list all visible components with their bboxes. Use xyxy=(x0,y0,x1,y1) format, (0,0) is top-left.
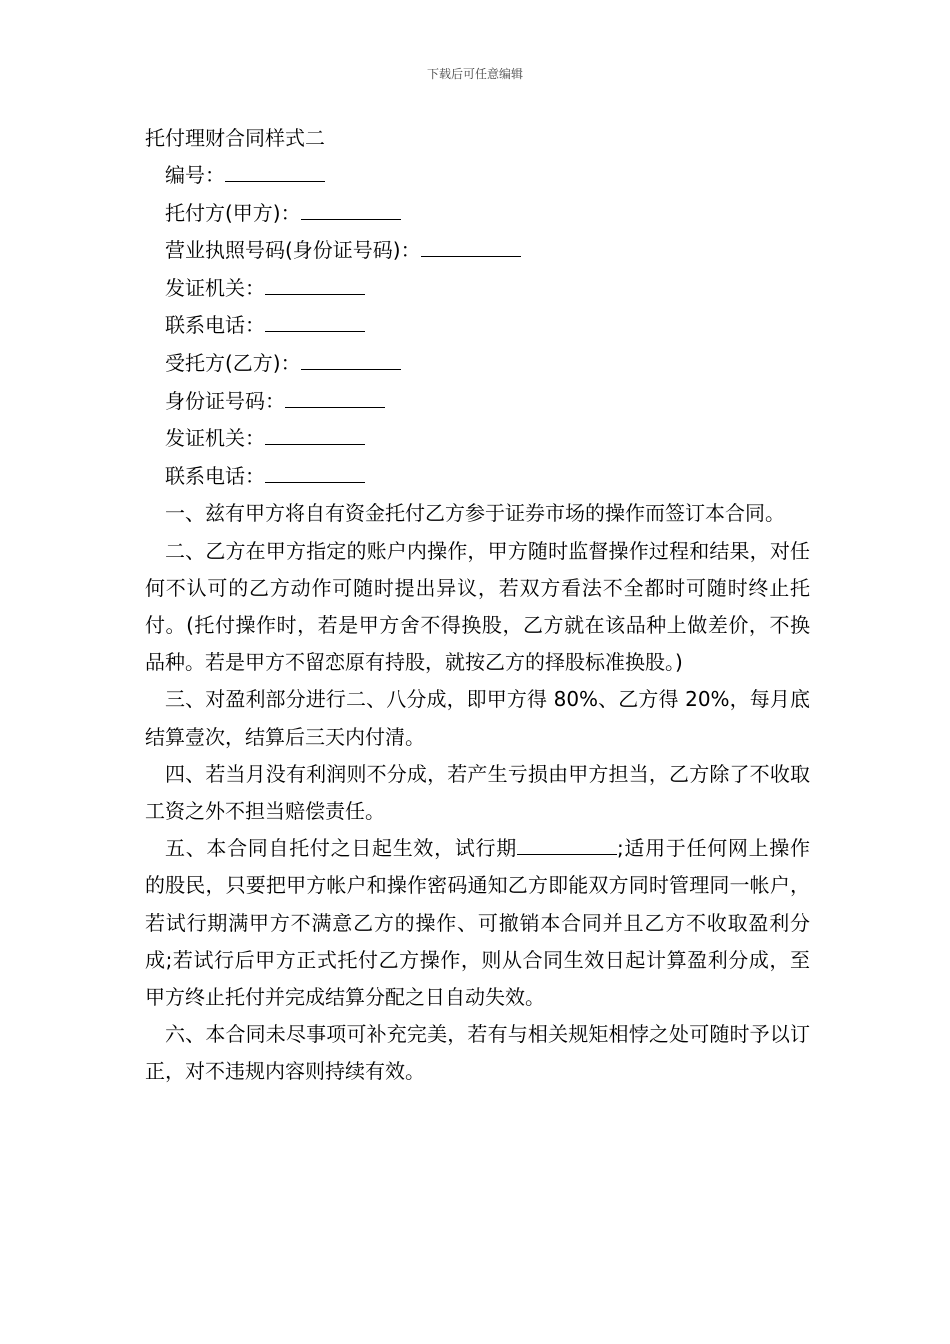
field-label: 身份证号码： xyxy=(165,388,285,413)
clause-6: 六、本合同未尽事项可补充完美，若有与相关规矩相悖之处可随时予以订正，对不违规内容则持续有效。 xyxy=(145,1022,810,1084)
field-business-license xyxy=(145,232,810,270)
document-title: 托付理财合同样式二 xyxy=(145,126,325,150)
clause-1: 一、兹有甲方将自有资金托付乙方参于证券市场的操作而签订本合同。 xyxy=(165,501,785,526)
field-contract-number xyxy=(145,157,810,195)
blank-line xyxy=(301,199,401,220)
field-label: 托付方(甲方)： xyxy=(165,200,301,225)
field-phone-a xyxy=(145,307,810,345)
page-header-note: 下载后可任意编辑 xyxy=(426,67,523,81)
field-issuing-authority-a xyxy=(145,270,810,308)
clause-5-text-after: ;适用于任何网上操作的股民，只要把甲方帐户和操作密码通知乙方即能双方同时管理同一帐户，若试行期满甲方不满意乙方的操作、可撤销本合同并且乙方不收取盈利分成;若试行后甲方正式托付乙方操作，则从合同生效日起计算盈利分成，至甲方终止托付并完成结算分配之日自动失效。 xyxy=(145,836,810,1009)
field-label: 发证机关： xyxy=(165,275,265,300)
field-party-a xyxy=(145,195,810,233)
clause-4: 四、若当月没有利润则不分成，若产生亏损由甲方担当，乙方除了不收取工资之外不担当赔偿责任。 xyxy=(145,761,810,823)
blank-line xyxy=(421,236,521,257)
contract-document xyxy=(145,120,810,1091)
field-label: 联系电话： xyxy=(165,313,265,338)
field-label: 编号： xyxy=(165,163,225,187)
blank-line xyxy=(285,387,385,408)
blank-line xyxy=(265,274,365,295)
field-label: 发证机关： xyxy=(165,426,265,451)
field-id-number xyxy=(145,383,810,421)
clause-2: 二、乙方在甲方指定的账户内操作，甲方随时监督操作过程和结果，对任何不认可的乙方动作可随时提出异议，若双方看法不全都时可随时终止托付。(托付操作时，若是甲方舍不得换股，乙方就在该品种上做差价，不换品种。若是甲方不留恋原有持股，就按乙方的择股标准换股。) xyxy=(145,538,810,675)
blank-line xyxy=(265,311,365,332)
blank-line-trial-period xyxy=(517,834,617,855)
party-fields xyxy=(145,157,810,495)
blank-line xyxy=(265,462,365,483)
field-phone-b xyxy=(145,458,810,496)
field-label: 联系电话： xyxy=(165,463,265,488)
clause-5 xyxy=(145,830,810,1016)
clause-5-text-before: 五、本合同自托付之日起生效，试行期 xyxy=(165,836,517,861)
blank-line xyxy=(225,161,325,182)
field-label: 受托方(乙方)： xyxy=(165,350,301,375)
field-label: 营业执照号码(身份证号码)： xyxy=(165,238,421,263)
field-issuing-authority-b xyxy=(145,420,810,458)
clause-3: 三、对盈利部分进行二、八分成，即甲方得 80%、乙方得 20%，每月底结算壹次，结算后三天内付清。 xyxy=(145,687,810,749)
contract-clauses xyxy=(145,495,810,1090)
blank-line xyxy=(265,424,365,445)
field-party-b xyxy=(145,345,810,383)
blank-line xyxy=(301,349,401,370)
